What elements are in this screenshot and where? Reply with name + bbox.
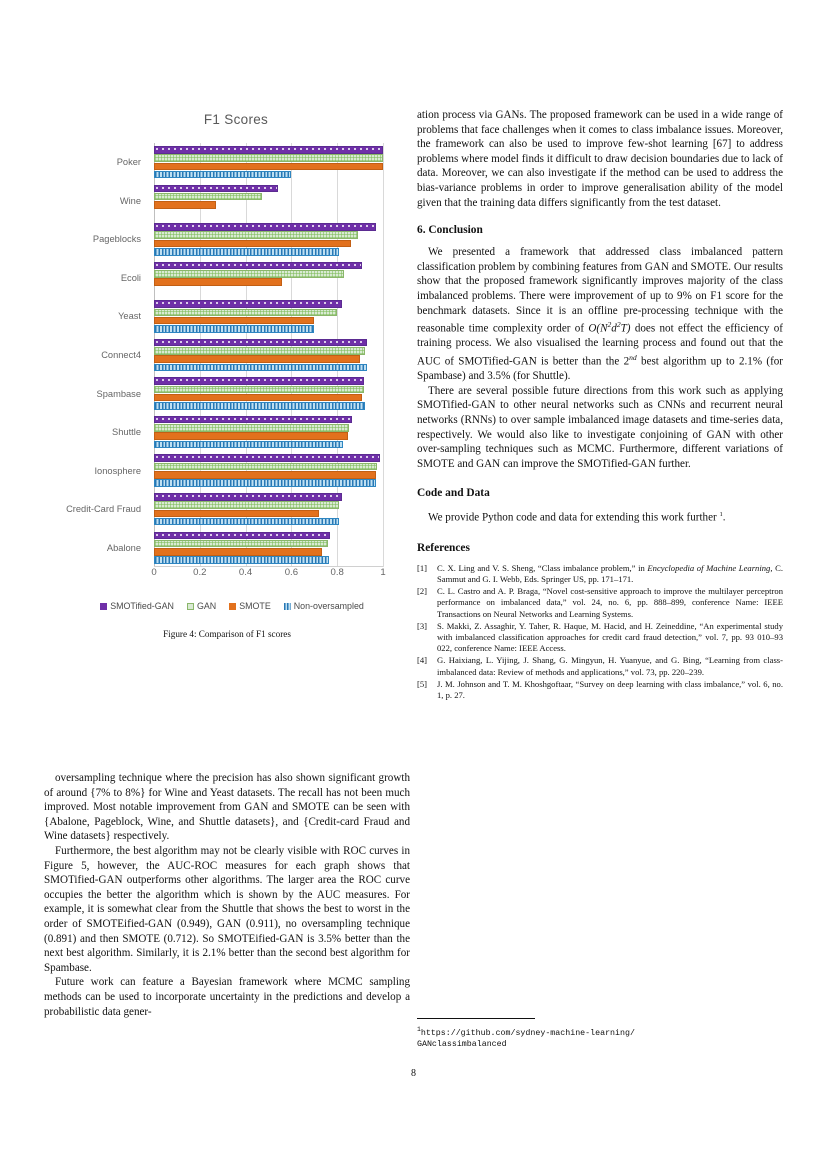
conclusion-text-a: We presented a framework that addressed class imbalanced pattern classification problem by combining features from GAN and SMOTE. Our results show that the proposed framework significantly improves majority of the class imbalanced problems. There were improvement of up to 9% on F1 score for the benchmark datasets. Since it is an offline pre-processing technique with the reasonable time complexity order of: [417, 246, 783, 335]
bar-slot: [154, 347, 383, 355]
bar-slot: [154, 300, 383, 308]
left-paragraph-1: oversampling technique where the precision has also shown significant growth of around {7% to 8%} for Wine and Yeast datasets. The recall has not been much improved. Most notable improvement from GAN and SMOTE can be seen with {Abalone, Pageblock, Wine, and Shuttle datasets}, and {Credit-card Fraud and Wine datasets} respectively.: [44, 772, 410, 843]
reference-entry: [417, 586, 783, 620]
bar-slot: [154, 510, 383, 518]
x-tick-0.6: 0.6: [284, 567, 299, 578]
left-paragraph-3: Future work can feature a Bayesian framework where MCMC sampling methods can be used to incorporate uncertainty in the predictions and develop a probabilistic data gener-: [44, 976, 410, 1018]
bar-gan[interactable]: [154, 154, 383, 162]
code-data-period: .: [722, 512, 726, 525]
bar-group-connect4: [154, 336, 383, 375]
code-data-text: We provide Python code and data for extending this work further: [428, 512, 720, 525]
bar-slot: [154, 377, 383, 385]
bar-slot: [154, 532, 383, 540]
bar-group-poker: [154, 143, 383, 182]
bar-group-wine: [154, 182, 383, 221]
bar-slot: [154, 287, 383, 295]
legend-swatch-icon: [284, 603, 291, 610]
bar-gan[interactable]: [154, 540, 328, 548]
conclusion-text-c: best algorithm up to 2.1% (for Spambase) and 3.5% (for Shuttle).: [417, 355, 783, 383]
bar-smotified-gan[interactable]: [154, 493, 342, 501]
bar-slot: [154, 270, 383, 278]
conclusion-paragraph-2: There are several possible future directions from this work such as applying SMOTified-GAN to other neural networks such as CNNs and recurrent neural networks (RNNs) to over sample imbalanced image datasets and time-series data, respectively. We would also like to investigate conjoining of GAN with other over-sampling techniques such as MCMC. Furthermore, different variations of SMOTE and GAN can improve the SMOTified-GAN further.: [417, 384, 783, 470]
bar-slot: [154, 540, 383, 548]
complexity-sup-2: 2: [616, 320, 621, 330]
bar-slot: [154, 193, 383, 201]
bar-non-oversampled[interactable]: [154, 441, 343, 449]
bar-smotified-gan[interactable]: [154, 416, 352, 424]
bar-slot: [154, 185, 383, 193]
reference-source-title: Encyclopedia of Machine Learning: [647, 562, 771, 573]
bar-slot: [154, 201, 383, 209]
bar-non-oversampled[interactable]: [154, 556, 329, 564]
reference-text: G. Haixiang, L. Yijing, J. Shang, G. Mingyun, H. Yuanyue, and G. Bing, “Learning from class-imbalanced data: Review of methods and applications,” vol. 73, pp. 220–239.: [437, 655, 783, 677]
legend-item-gan[interactable]: [187, 601, 216, 611]
footnote-mark[interactable]: 1: [719, 511, 723, 519]
bar-slot: [154, 386, 383, 394]
x-tick-1: 1: [380, 567, 386, 578]
bar-slot: [154, 339, 383, 347]
figure-caption: Figure 4: Comparison of F1 scores: [163, 629, 291, 639]
reference-text: J. M. Johnson and T. M. Khoshgoftaar, “Survey on deep learning with class imbalance,” vol. 6, no. 1, p. 27.: [437, 678, 783, 700]
bar-smotified-gan[interactable]: [154, 223, 376, 231]
bar-slot: [154, 501, 383, 509]
chart-x-axis-ticks: [151, 567, 386, 581]
bar-group-pageblocks: [154, 220, 383, 259]
y-label-credit-card-fraud: Credit-Card Fraud: [66, 504, 141, 515]
bar-slot: [154, 278, 383, 286]
f1-scores-bar-chart: [44, 143, 410, 595]
bar-slot: [154, 454, 383, 462]
reference-number: [1]: [417, 562, 428, 573]
reference-entry: [417, 679, 783, 701]
bar-slot: [154, 432, 383, 440]
bar-group-credit-card-fraud: [154, 490, 383, 529]
complexity-suffix: T): [620, 322, 631, 335]
bar-group-yeast: [154, 297, 383, 336]
right-column-text: [417, 108, 783, 702]
code-and-data-heading: Code and Data: [417, 487, 490, 500]
bar-smote[interactable]: [154, 471, 376, 479]
bar-gan[interactable]: [154, 193, 262, 201]
y-label-spambase: Spambase: [96, 388, 141, 399]
bar-gan[interactable]: [154, 501, 339, 509]
y-label-ecoli: Ecoli: [120, 272, 141, 283]
chart-y-axis-labels: [44, 143, 148, 567]
bar-non-oversampled[interactable]: [154, 518, 339, 526]
bar-smotified-gan[interactable]: [154, 532, 330, 540]
legend-swatch-icon: [229, 603, 236, 610]
x-tick-0.8: 0.8: [330, 567, 344, 578]
reference-text-tail: , C. Sammut and G. I. Webb, Eds. Springer US, pp. 171–171.: [437, 562, 783, 584]
bar-slot: [154, 394, 383, 402]
bar-slot: [154, 493, 383, 501]
bar-slot: [154, 171, 383, 179]
bar-gan[interactable]: [154, 347, 365, 355]
bar-slot: [154, 416, 383, 424]
legend-label: SMOTified-GAN: [110, 601, 174, 611]
conclusion-text-b: does not effect the efficiency of training process. We also visualised the learning process and found out that the AUC of SMOTified-GAN is better than the 2: [417, 322, 783, 368]
conclusion-paragraph-1: [417, 245, 783, 384]
y-label-wine: Wine: [119, 195, 141, 206]
legend-swatch-icon: [187, 603, 194, 610]
bar-slot: [154, 248, 383, 256]
legend-label: GAN: [196, 601, 217, 611]
reference-text: S. Makki, Z. Assaghir, Y. Taher, R. Haque, M. Hacid, and H. Zeineddine, “An experimental study with imbalanced classification approaches for credit card fraud detection,” vol. 7, pp. 93 010–93 022, conference Name: IEEE Access.: [437, 620, 783, 654]
gridline-1: [383, 143, 384, 567]
bar-gan[interactable]: [154, 270, 344, 278]
bar-slot: [154, 209, 383, 217]
complexity-sup-1: 2: [607, 320, 612, 330]
references-list: [417, 563, 783, 701]
legend-label: Non-oversampled: [293, 601, 364, 611]
bar-gan[interactable]: [154, 309, 337, 317]
bar-smote[interactable]: [154, 394, 362, 402]
bar-gan[interactable]: [154, 424, 349, 432]
y-label-yeast: Yeast: [118, 311, 141, 322]
bar-slot: [154, 548, 383, 556]
bar-group-ionosphere: [154, 451, 383, 490]
footnote-rule: [417, 1018, 535, 1019]
reference-entry: [417, 621, 783, 655]
footnote-block: [417, 1018, 783, 1050]
right-intro-paragraph: ation process via GANs. The proposed framework can be used in a wide range of problems that face challenges when it comes to class imbalance issues. Moreover, the framework can also be used to improve few-shot learning [67] to address problems where model finds it difficult to draw decision boundaries due to lack of data. Moreover, we can also investigate if the method can be used to address the bias-variance problems in order to improve generalisation ability of the model given that the training data differs significantly from the test dataset.: [417, 109, 783, 209]
bar-smote[interactable]: [154, 317, 314, 325]
bar-group-abalone: [154, 528, 383, 567]
reference-number: [3]: [417, 620, 428, 631]
bar-group-ecoli: [154, 259, 383, 298]
bar-slot: [154, 154, 383, 162]
bar-gan[interactable]: [154, 463, 377, 471]
chart-plot-area: [154, 143, 383, 567]
bar-non-oversampled[interactable]: [154, 364, 367, 372]
bar-slot: [154, 424, 383, 432]
chart-bar-rows: [154, 143, 383, 567]
reference-text: C. X. Ling and V. S. Sheng, “Class imbalance problem,” in: [437, 562, 648, 573]
legend-item-smotified-gan[interactable]: [100, 601, 174, 611]
bar-smote[interactable]: [154, 278, 282, 286]
left-paragraph-2: Furthermore, the best algorithm may not be clearly visible with ROC curves in Figure 5, however, the AUC-ROC measures for each graph shows that SMOTified-GAN outperforms other algorithms. The larger area the ROC curve occupies the better the algorithm which is shown by the AUC measures. For example, it is somewhat clear from the Shuttle that shows the best to worst in the order of SMOTEified-GAN (0.949), GAN (0.911), no oversampling technique (0.891) and then SMOTE (0.712). So SMOTEified-GAN is 3.5% better than the next best algorithm. Similarly, it is 2.1% better than the second best algorithm for Spambase.: [44, 844, 410, 974]
y-label-pageblocks: Pageblocks: [92, 234, 141, 245]
conclusion-heading: 6. Conclusion: [417, 224, 483, 237]
complexity-mid: d: [611, 322, 617, 335]
x-tick-0.4: 0.4: [238, 567, 253, 578]
footnote-text: [417, 1024, 783, 1050]
x-tick-0.2: 0.2: [193, 567, 207, 578]
reference-text: C. L. Castro and A. P. Braga, “Novel cost-sensitive approach to improve the multilayer perceptron performance on imbalanced data,” vol. 24, no. 6, pp. 888–899, conference Name: IEEE Transactions on Neural Networks and Learning Systems.: [437, 586, 783, 619]
bar-smote[interactable]: [154, 432, 348, 440]
bar-slot: [154, 518, 383, 526]
bar-slot: [154, 231, 383, 239]
bar-non-oversampled[interactable]: [154, 402, 365, 410]
left-column-text: [44, 771, 410, 1019]
bar-smote[interactable]: [154, 163, 383, 171]
y-label-poker: Poker: [116, 157, 141, 168]
bar-smotified-gan[interactable]: [154, 300, 342, 308]
bar-smote[interactable]: [154, 240, 351, 248]
bar-slot: [154, 163, 383, 171]
bar-slot: [154, 325, 383, 333]
y-label-abalone: Abalone: [106, 542, 141, 553]
bar-non-oversampled[interactable]: [154, 479, 376, 487]
reference-entry: [417, 655, 783, 677]
bar-smotified-gan[interactable]: [154, 185, 278, 193]
legend-item-non-oversampled[interactable]: [284, 601, 364, 611]
bar-smote[interactable]: [154, 355, 360, 363]
bar-slot: [154, 223, 383, 231]
bar-smote[interactable]: [154, 201, 216, 209]
chart-legend: [44, 601, 410, 611]
legend-swatch-icon: [100, 603, 107, 610]
bar-slot: [154, 317, 383, 325]
code-and-data-paragraph: [417, 508, 783, 525]
footnote-url-line-1[interactable]: https://github.com/sydney-machine-learning/: [420, 1028, 635, 1038]
bar-smote[interactable]: [154, 548, 322, 556]
bar-group-spambase: [154, 374, 383, 413]
bar-smotified-gan[interactable]: [154, 377, 364, 385]
bar-smotified-gan[interactable]: [154, 454, 380, 462]
legend-label: SMOTE: [239, 601, 271, 611]
bar-slot: [154, 479, 383, 487]
reference-number: [5]: [417, 678, 428, 689]
bar-slot: [154, 463, 383, 471]
footnote-number: 1: [417, 1026, 421, 1033]
bar-slot: [154, 146, 383, 154]
bar-slot: [154, 556, 383, 564]
bar-slot: [154, 240, 383, 248]
footnote-url-line-2[interactable]: GANclassimbalanced: [417, 1039, 507, 1049]
page-number: 8: [411, 1068, 416, 1079]
bar-gan[interactable]: [154, 231, 358, 239]
bar-slot: [154, 402, 383, 410]
bar-non-oversampled[interactable]: [154, 248, 339, 256]
bar-slot: [154, 355, 383, 363]
bar-smotified-gan[interactable]: [154, 146, 383, 154]
bar-slot: [154, 309, 383, 317]
figure-4: [44, 112, 410, 639]
reference-entry: [417, 563, 783, 585]
bar-slot: [154, 262, 383, 270]
reference-number: [2]: [417, 586, 428, 597]
y-label-ionosphere: Ionosphere: [94, 465, 141, 476]
bar-smotified-gan[interactable]: [154, 262, 362, 270]
complexity-prefix: O(N: [588, 322, 608, 335]
bar-group-shuttle: [154, 413, 383, 452]
references-heading: References: [417, 541, 470, 554]
x-tick-0: 0: [151, 567, 157, 578]
bar-gan[interactable]: [154, 386, 364, 394]
bar-non-oversampled[interactable]: [154, 171, 291, 179]
bar-slot: [154, 441, 383, 449]
bar-slot: [154, 471, 383, 479]
y-label-connect4: Connect4: [101, 350, 141, 360]
legend-item-smote[interactable]: [229, 601, 271, 611]
ordinal-superscript: nd: [629, 353, 637, 362]
bar-smote[interactable]: [154, 510, 319, 518]
reference-number: [4]: [417, 655, 428, 666]
chart-title: F1 Scores: [203, 112, 269, 127]
bar-slot: [154, 364, 383, 372]
bar-non-oversampled[interactable]: [154, 325, 314, 333]
bar-smotified-gan[interactable]: [154, 339, 367, 347]
y-label-shuttle: Shuttle: [112, 427, 141, 438]
